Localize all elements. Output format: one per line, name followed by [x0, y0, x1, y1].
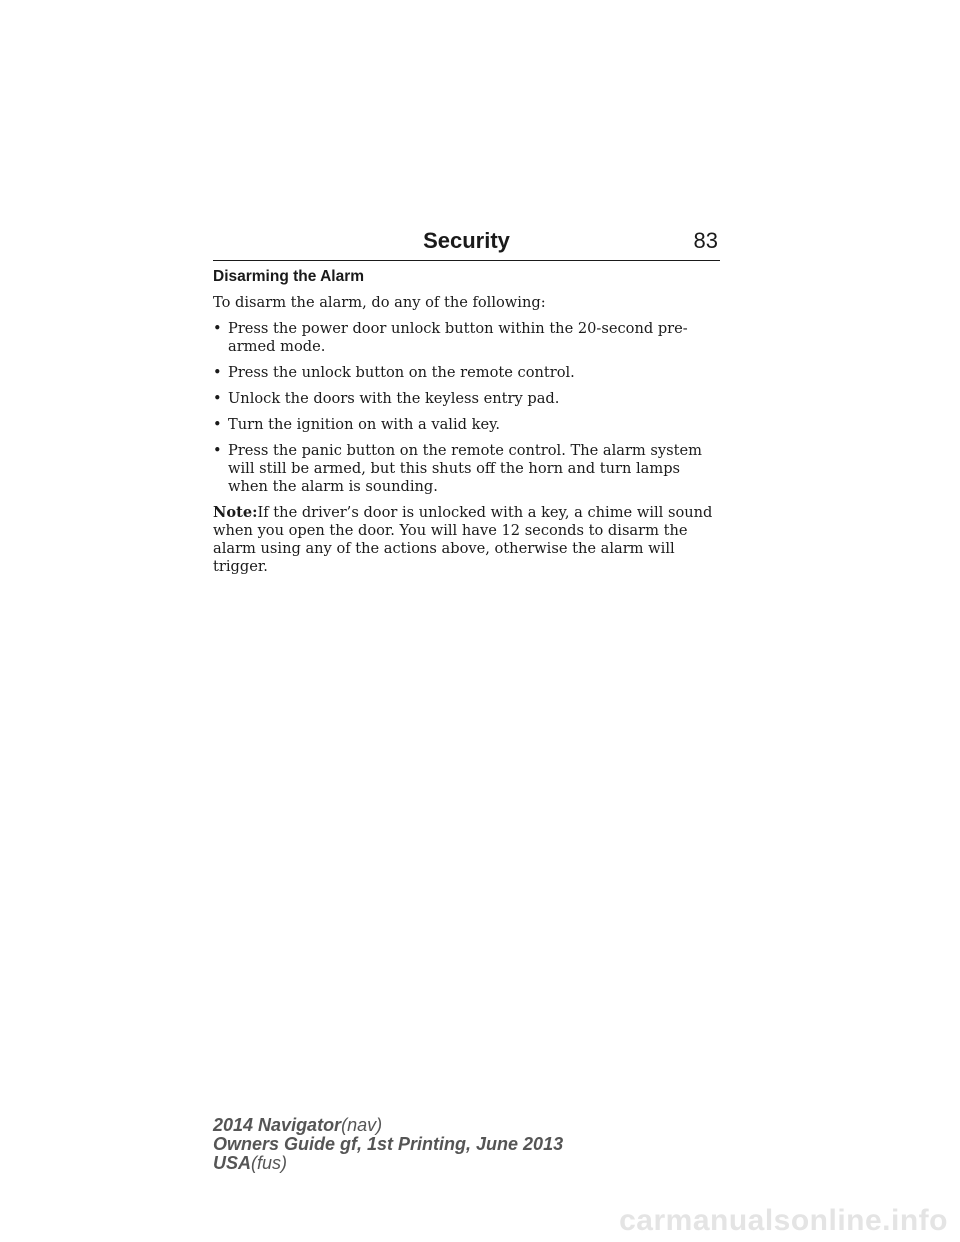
- watermark: carmanualsonline.info: [619, 1204, 948, 1237]
- footer-line-3: [213, 1154, 563, 1173]
- footer-region: USA: [213, 1153, 252, 1173]
- footer-model: 2014 Navigator: [213, 1115, 342, 1135]
- list-item: [213, 442, 723, 496]
- bullet-icon: •: [213, 320, 222, 337]
- list-item-text: Turn the ignition on with a valid key.: [228, 416, 501, 433]
- list-item-text: Unlock the doors with the keyless entry pad.: [228, 390, 560, 407]
- section-title: Security: [423, 228, 510, 253]
- subheading: Disarming the Alarm: [213, 268, 365, 285]
- list-item: [213, 390, 723, 408]
- list-item-text: Press the unlock button on the remote control.: [228, 364, 575, 381]
- footer-region-code: (fus): [251, 1153, 288, 1173]
- bullet-icon: •: [213, 416, 222, 433]
- bullet-icon: •: [213, 364, 222, 381]
- list-item-text: Press the power door unlock button within the 20-second pre-armed mode.: [228, 320, 688, 355]
- bullet-icon: •: [213, 390, 222, 407]
- page-content: [213, 268, 723, 576]
- page-number: 83: [693, 228, 718, 253]
- page-header: [213, 226, 720, 261]
- bullet-icon: •: [213, 442, 222, 459]
- note-text: If the driver’s door is unlocked with a key, a chime will sound when you open the door. You will have 12 seconds to disarm the alarm using any of the actions above, otherwise the alarm will trigger.: [213, 504, 713, 575]
- note-label: Note:: [213, 504, 258, 521]
- note-paragraph: [213, 504, 723, 576]
- list-item: [213, 320, 723, 356]
- list-item: [213, 416, 723, 434]
- list-item-text: Press the panic button on the remote control. The alarm system will still be armed, but this shuts off the horn and turn lamps when the alarm is sounding.: [228, 442, 702, 495]
- footer-line-2: Owners Guide gf, 1st Printing, June 2013: [213, 1134, 564, 1154]
- footer-model-code: (nav): [341, 1115, 383, 1135]
- intro-text: To disarm the alarm, do any of the following:: [213, 294, 546, 311]
- list-item: [213, 364, 723, 382]
- footer-line-1: [213, 1116, 563, 1135]
- bullet-list: [213, 320, 723, 496]
- footer: [213, 1116, 563, 1173]
